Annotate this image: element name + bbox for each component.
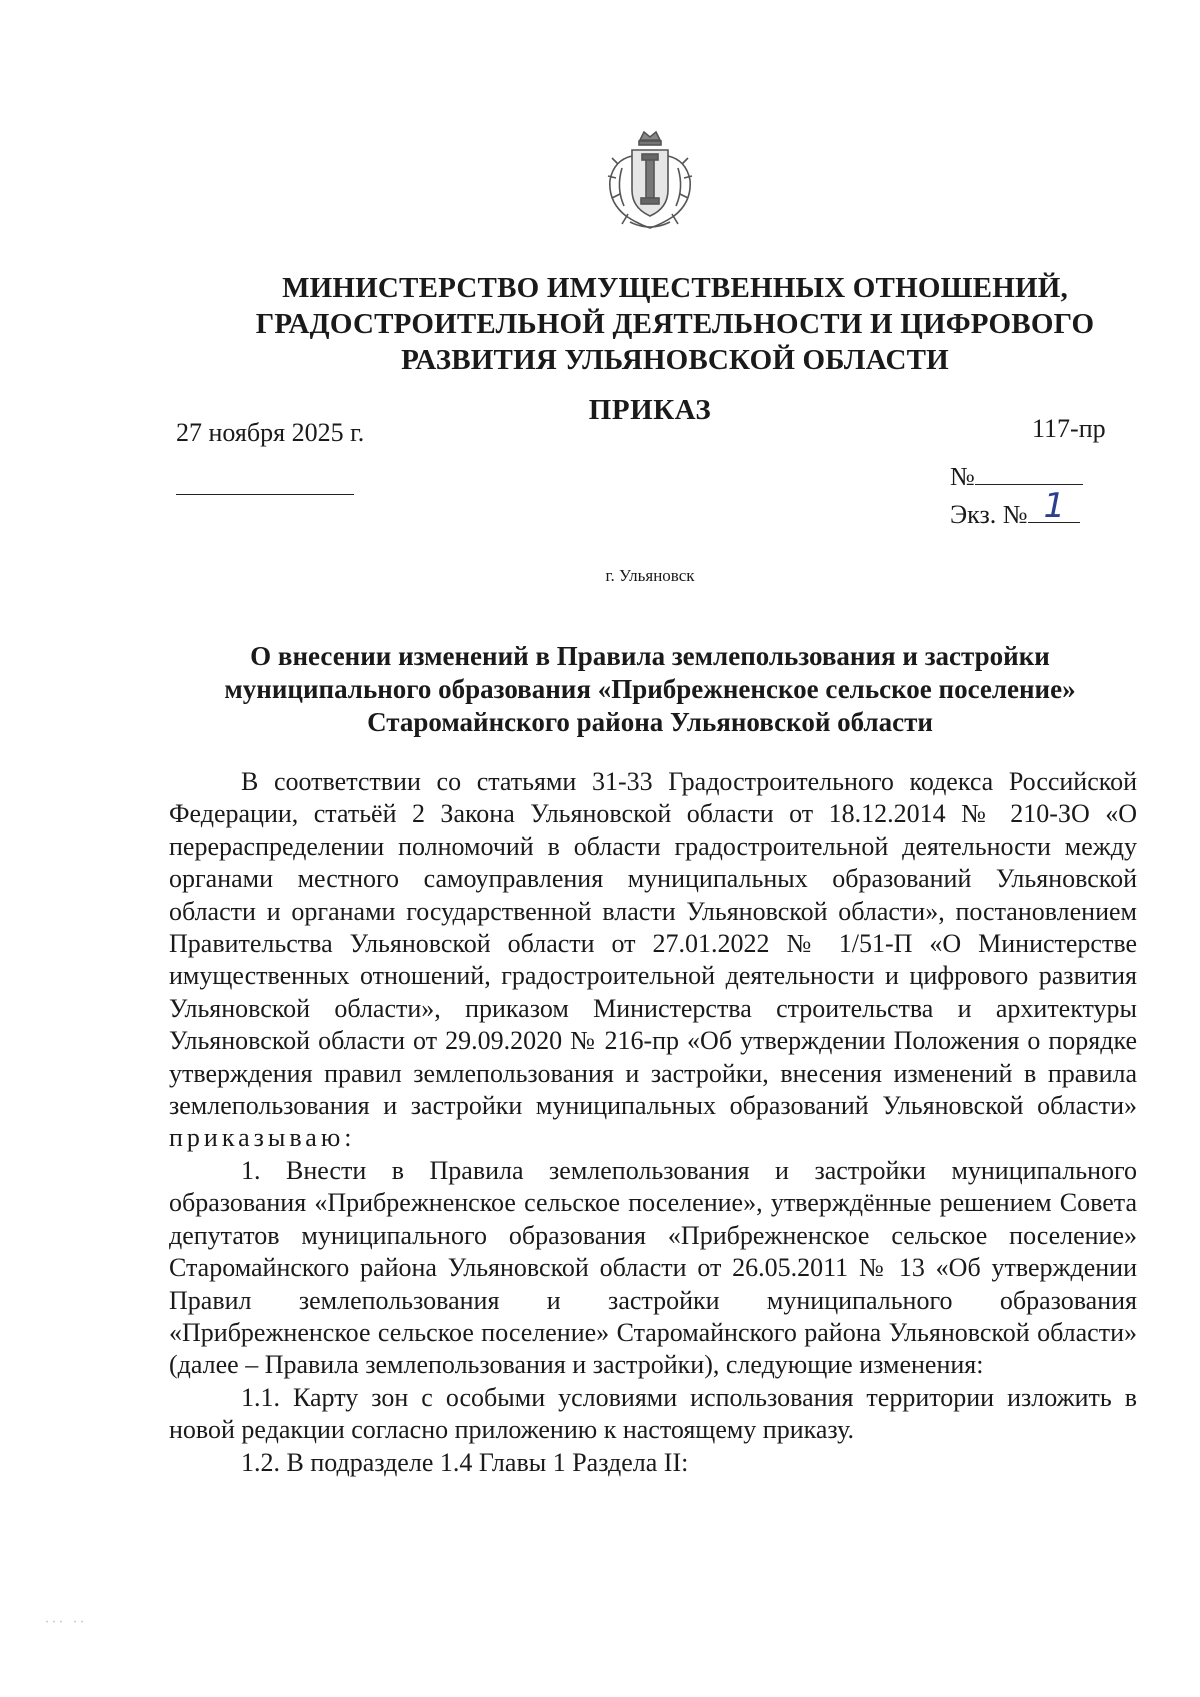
subject-line-2: муниципального образования «Прибрежненское сельское поселение» xyxy=(224,674,1076,704)
copy-number-field xyxy=(950,486,1080,530)
copy-number-handwritten: 1 xyxy=(1043,486,1066,526)
ministry-header-line-2: ГРАДОСТРОИТЕЛЬНОЙ ДЕЯТЕЛЬНОСТИ И ЦИФРОВОГО xyxy=(255,308,1095,340)
copy-number-label: Экз. № xyxy=(950,500,1028,529)
copy-number-blank-line xyxy=(1028,486,1080,526)
ministry-header-line-3: РАЗВИТИЯ УЛЬЯНОВСКОЙ ОБЛАСТИ xyxy=(401,344,949,376)
scan-artifact: ∙∙∙ ∙∙ xyxy=(45,1614,87,1631)
item-1-2-paragraph: 1.2. В подразделе 1.4 Главы 1 Раздела II: xyxy=(241,1447,689,1477)
preamble-text: В соответствии со статьями 31-33 Градостроительного кодекса Российской Федерации, статьёй 2 Закона Ульяновской области от 18.12.2014 № 210-ЗО «О перераспределении полномочий в области градостроительной деятельности между органами местного самоуправления муниципальных образований Ульяновской области и органами государственной власти Ульяновской области», постановлением Правительства Ульяновской области от 27.01.2022 № 1/51-П «О Министерстве имущественных отношений, градостроительной деятельности и цифрового развития Ульяновской области», приказом Министерства строительства и архитектуры Ульяновской области от 29.09.2020 № 216-пр «Об утверждении Положения о порядке утверждения правил землепользования и застройки, внесения изменений в правила землепользования и застройки муниципальных образований Ульяновской области» xyxy=(169,767,1137,1121)
document-type-title: ПРИКАЗ xyxy=(588,394,712,426)
document-number: 117-пр xyxy=(1032,414,1106,443)
order-word: приказываю: xyxy=(169,1123,356,1153)
subject-line-1: О внесении изменений в Правила землепользования и застройки xyxy=(250,641,1050,671)
number-label: № xyxy=(950,462,975,491)
ministry-header-line-1: МИНИСТЕРСТВО ИМУЩЕСТВЕННЫХ ОТНОШЕНИЙ, xyxy=(282,272,1068,304)
document-date: 27 ноября 2025 г. xyxy=(176,418,365,447)
preamble-paragraph xyxy=(169,766,1137,1155)
subject-line-3: Старомайнского района Ульяновской области xyxy=(367,707,933,737)
city-label: г. Ульяновск xyxy=(605,566,695,585)
item-1-1-paragraph: 1.1. Карту зон с особыми условиями использования территории изложить в новой редакции согласно приложению к настоящему приказу. xyxy=(169,1382,1137,1445)
ministry-header xyxy=(240,270,1110,378)
coat-of-arms-emblem xyxy=(600,128,700,238)
date-underline xyxy=(176,494,354,495)
number-blank-line xyxy=(975,460,1083,485)
document-subject xyxy=(180,640,1120,739)
document-body xyxy=(169,766,1137,1479)
item-1-paragraph: 1. Внести в Правила землепользования и застройки муниципального образования «Прибрежненское сельское поселение», утверждённые решением Совета депутатов муниципального образования «Прибрежненское сельское поселение» Старомайнского района Ульяновской области от 26.05.2011 № 13 «Об утверждении Правил землепользования и застройки муниципального образования «Прибрежненское сельское поселение» Старомайнского района Ульяновской области» (далее – Правила землепользования и застройки), следующие изменения: xyxy=(169,1155,1137,1380)
